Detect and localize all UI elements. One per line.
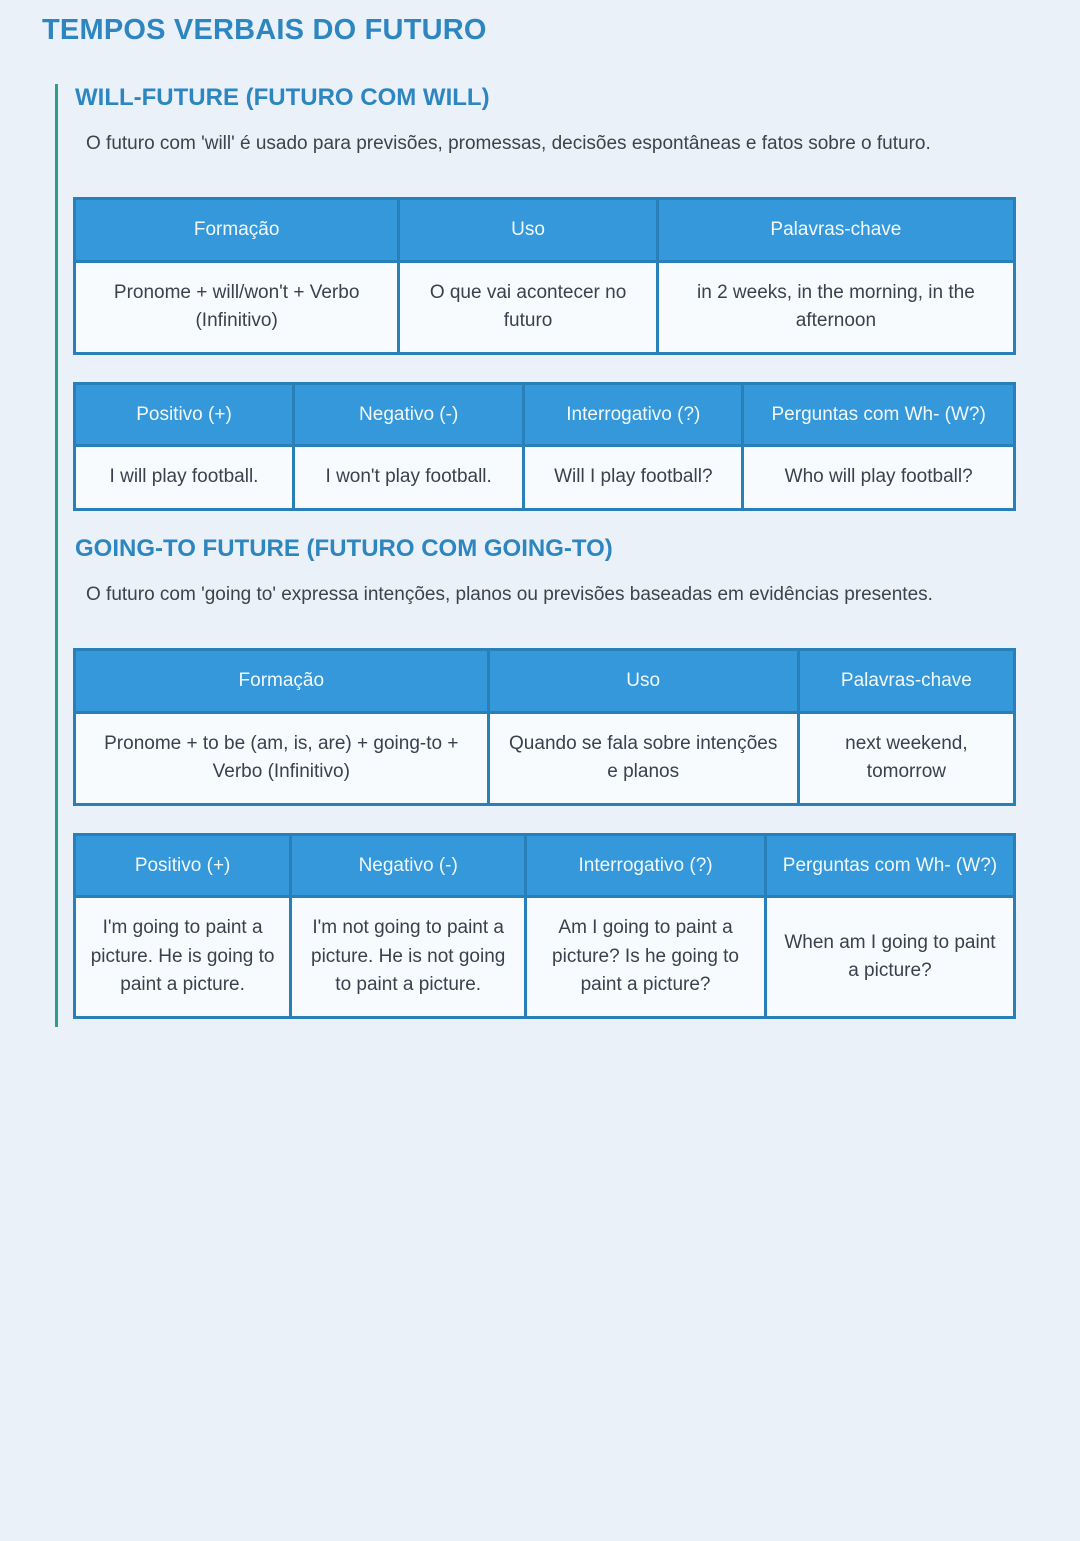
future-tenses-section [55, 84, 1018, 1027]
will-future-description: O futuro com 'will' é usado para previsões, promessas, decisões espontâneas e fatos sobre o futuro. [86, 133, 931, 154]
table-cell: Am I going to paint a picture? Is he going to paint a picture? [526, 897, 766, 1018]
table-cell: I will play football. [75, 446, 294, 510]
table-header-row [75, 650, 1015, 713]
column-header: Uso [399, 199, 658, 262]
column-header: Interrogativo (?) [526, 834, 766, 897]
column-header: Uso [488, 650, 798, 713]
table-cell: Pronome + to be (am, is, are) + going-to + Verbo (Infinitivo) [75, 712, 489, 804]
will-future-heading: WILL-FUTURE (FUTURO COM WILL) [75, 84, 490, 111]
table-cell: Who will play football? [743, 446, 1015, 510]
column-header: Interrogativo (?) [524, 383, 743, 446]
table-cell: Quando se fala sobre intenções e planos [488, 712, 798, 804]
table-cell: I won't play football. [294, 446, 524, 510]
table-cell: next weekend, tomorrow [798, 712, 1014, 804]
column-header: Positivo (+) [75, 383, 294, 446]
table-row [75, 446, 1015, 510]
column-header: Formação [75, 650, 489, 713]
going-to-forms-table [73, 833, 1016, 1019]
table-header-row [75, 383, 1015, 446]
table-cell: in 2 weeks, in the morning, in the afternoon [657, 261, 1014, 353]
column-header: Perguntas com Wh- (W?) [765, 834, 1014, 897]
column-header: Perguntas com Wh- (W?) [743, 383, 1015, 446]
table-cell: When am I going to paint a picture? [765, 897, 1014, 1018]
table-cell: I'm going to paint a picture. He is going to paint a picture. [75, 897, 291, 1018]
table-cell: I'm not going to paint a picture. He is not going to paint a picture. [291, 897, 526, 1018]
will-forms-table [73, 382, 1016, 511]
going-to-future-heading: GOING-TO FUTURE (FUTURO COM GOING-TO) [75, 534, 613, 562]
column-header: Palavras-chave [798, 650, 1014, 713]
table-cell: Pronome + will/won't + Verbo (Infinitivo) [75, 261, 399, 353]
table-cell: Will I play football? [524, 446, 743, 510]
table-header-row [75, 199, 1015, 262]
table-row [75, 261, 1015, 353]
going-to-future-description: O futuro com 'going to' expressa intenções, planos ou previsões baseadas em evidências presentes. [86, 583, 933, 605]
table-row [75, 897, 1015, 1018]
table-header-row [75, 834, 1015, 897]
will-formation-table [73, 197, 1016, 355]
column-header: Palavras-chave [657, 199, 1014, 262]
column-header: Negativo (-) [294, 383, 524, 446]
going-to-formation-table [73, 648, 1016, 806]
table-row [75, 712, 1015, 804]
column-header: Negativo (-) [291, 834, 526, 897]
column-header: Formação [75, 199, 399, 262]
page-title: TEMPOS VERBAIS DO FUTURO [42, 14, 487, 46]
column-header: Positivo (+) [75, 834, 291, 897]
table-cell: O que vai acontecer no futuro [399, 261, 658, 353]
